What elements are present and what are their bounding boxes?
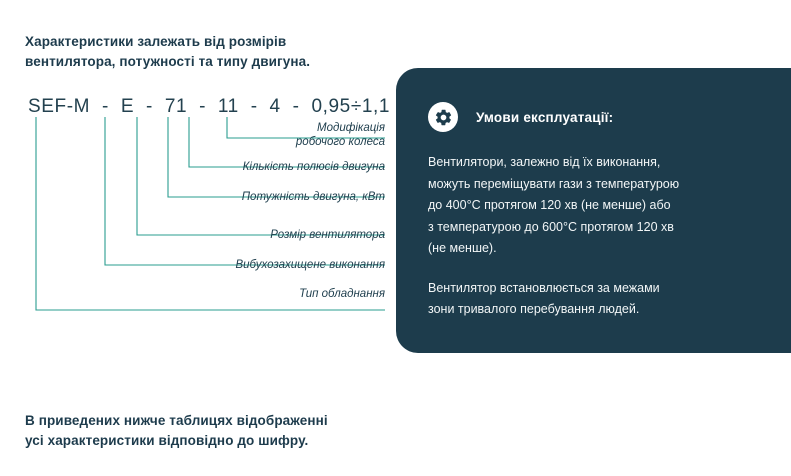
label-fan-size: Розмір вентилятора [270, 229, 385, 241]
code-segment-type: SEF-M [28, 96, 91, 117]
code-separator: - [292, 96, 300, 117]
card-paragraph-1-line-4: з температурою до 600°С протягом 120 хв [428, 219, 674, 234]
card-title: Умови експлуатації: [476, 109, 614, 125]
label-impeller-modification-line2: робочого колеса [295, 136, 385, 149]
label-explosion-proof: Вибухозахищене виконання [235, 259, 385, 271]
code-separator: - [199, 96, 206, 117]
card-header [428, 102, 613, 132]
label-motor-poles: Кількість полюсів двигуна [242, 161, 385, 173]
card-paragraph-1-line-1: Вентилятори, залежно від їх виконання, [428, 155, 661, 169]
page-title-line-2: вентилятора, потужності та типу двигуна. [25, 53, 311, 69]
gear-icon [428, 102, 458, 132]
page-title [25, 32, 365, 71]
card-paragraph-2-line-1: Вентилятор встановлюється за межами [428, 280, 660, 295]
card-paragraph-1-line-2: можуть переміщувати гази з температурою [428, 176, 680, 191]
code-segment-size: 71 [164, 96, 188, 117]
code-separator: - [146, 96, 153, 117]
operating-conditions-card [396, 68, 791, 353]
page-title-line-1: Характеристики залежать від розмірів [25, 34, 287, 49]
card-body [428, 152, 758, 321]
card-paragraph-1-line-3: до 400°С протягом 120 хв (не менше) або [428, 198, 671, 212]
label-motor-power: Потужність двигуна, кВт [241, 191, 385, 203]
label-equipment-type: Тип обладнання [299, 288, 385, 300]
card-paragraph-2 [428, 278, 758, 321]
code-segment-impeller: 0,95÷1,1 [311, 96, 391, 117]
footer-note [25, 411, 385, 450]
card-paragraph-1 [428, 152, 758, 260]
code-segment-explosionproof: E [120, 96, 135, 117]
footer-note-line-2: усі характеристики відповідно до шифру. [25, 432, 309, 448]
card-paragraph-2-line-2: зони тривалого перебування людей. [428, 302, 640, 316]
code-segment-power: 11 [217, 96, 239, 117]
card-paragraph-1-line-5: (не менше). [428, 241, 497, 255]
label-impeller-modification-line1: Модифікація [317, 122, 385, 134]
footer-note-line-1: В приведених нижче таблицях відображенні [25, 413, 328, 428]
code-segment-poles: 4 [269, 96, 281, 117]
code-separator: - [102, 96, 109, 117]
label-impeller-modification [243, 121, 385, 150]
code-separator: - [250, 96, 258, 117]
product-code [28, 96, 390, 118]
